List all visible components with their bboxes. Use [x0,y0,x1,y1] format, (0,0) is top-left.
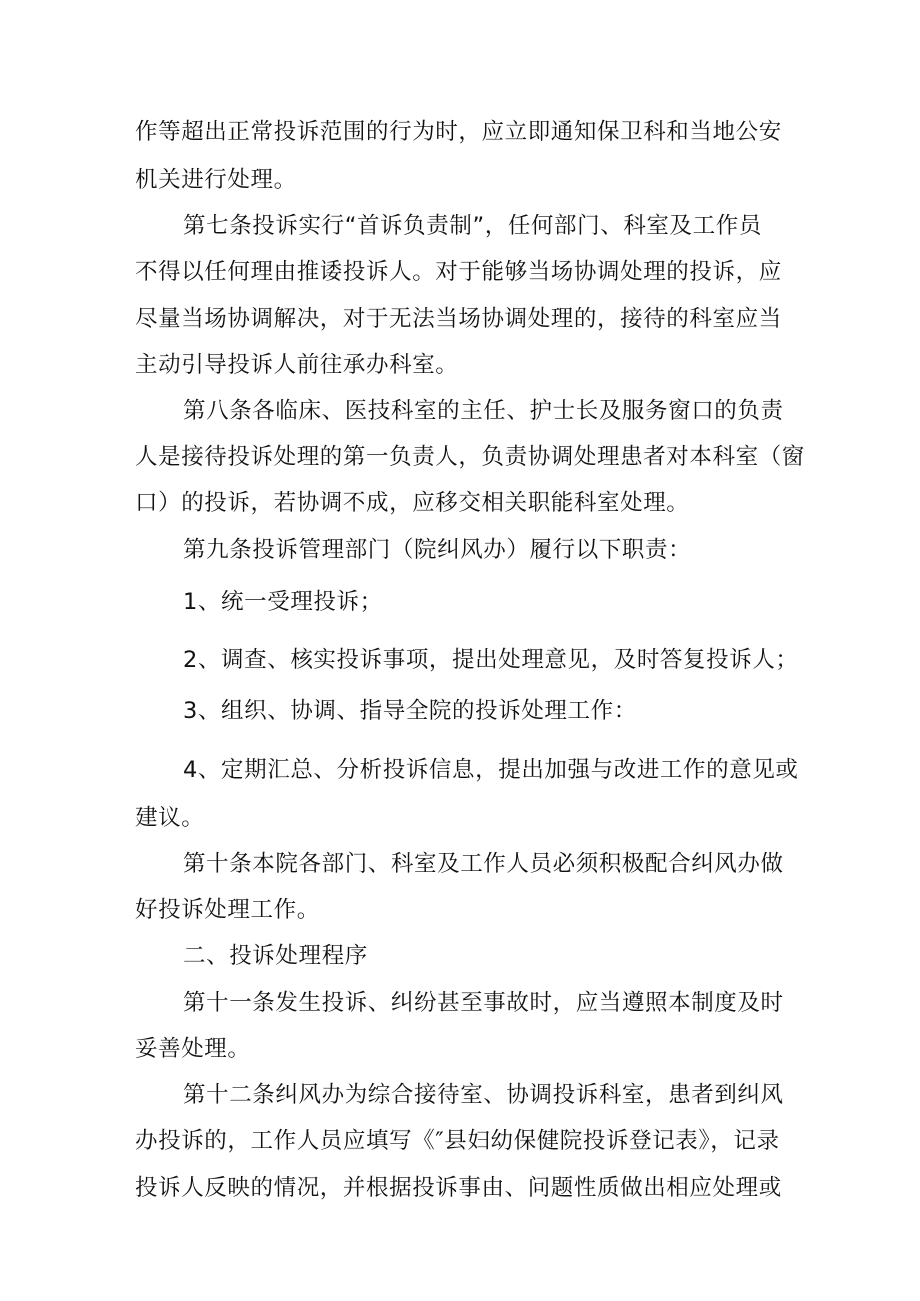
text-line: 好投诉处理工作。 [135,897,320,923]
text-line: 妥善处理。 [135,1036,251,1062]
list-item: 2、调查、核实投诉事项，提出处理意见，及时答复投诉人； [183,647,799,673]
list-item: 1、统一受理投诉； [183,589,383,615]
list-item: 3、组织、协调、指导全院的投诉处理工作： [183,698,637,724]
text-line: 作等超出正常投诉范围的行为时，应立即通知保卫科和当地公安 [135,119,782,145]
text-line: 第八条各临床、医技科室的主任、护士长及服务窗口的负责 [183,398,784,424]
section-heading: 二、投诉处理程序 [183,943,368,969]
text-line: 第十条本院各部门、科室及工作人员必须积极配合纠风办做 [183,851,784,877]
text-line: 建议。 [135,805,205,831]
text-line: 不得以任何理由推诿投诉人。对于能够当场协调处理的投诉，应 [135,259,782,285]
text-line: 办投诉的，工作人员应填写《″县妇幼保健院投诉登记表》，记录 [135,1128,780,1154]
text-line: 机关进行处理。 [135,167,297,193]
text-line: 第十二条纠风办为综合接待室、协调投诉科室，患者到纠风 [183,1082,784,1108]
list-item: 4、定期汇总、分析投诉信息，提出加强与改进工作的意见或 [183,757,799,783]
text-line: 投诉人反映的情况，并根据投诉事由、问题性质做出相应处理或 [135,1175,782,1201]
text-line: 第七条投诉实行“首诉负责制”，任何部门、科室及工作员 [183,213,762,239]
text-line: 第十一条发生投诉、纠纷甚至事故时，应当遵照本制度及时 [183,990,784,1016]
text-line: 第九条投诉管理部门（院纠风办）履行以下职责： [183,537,692,563]
text-line: 主动引导投诉人前往承办科室。 [135,352,459,378]
text-line: 人是接待投诉处理的第一负责人，负责协调处理患者对本科室（窗 [135,444,805,470]
text-line: 口）的投诉，若协调不成，应移交相关职能科室处理。 [135,490,690,516]
text-line: 尽量当场协调解决，对于无法当场协调处理的，接待的科室应当 [135,306,782,332]
